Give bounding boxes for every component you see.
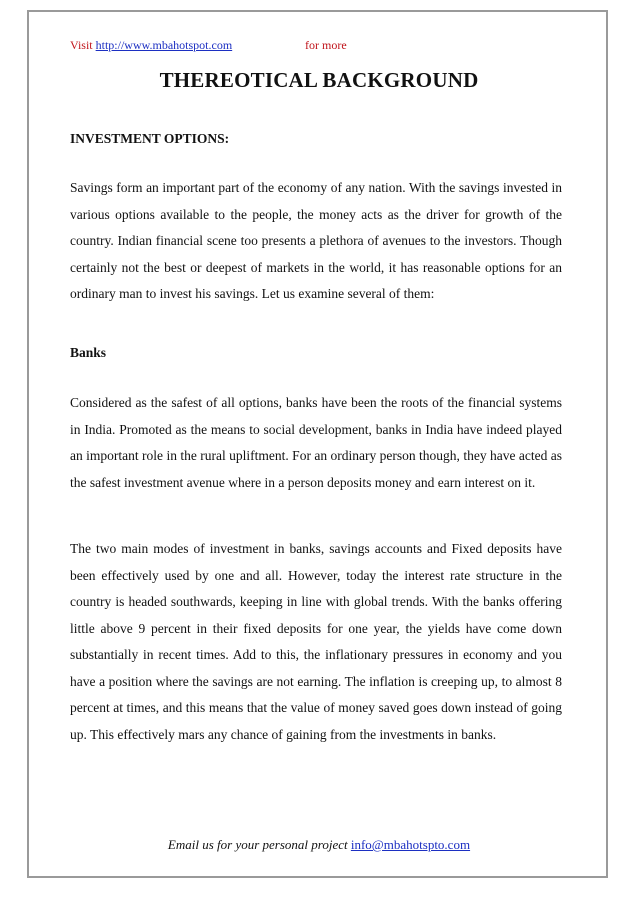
footer-email-link[interactable]: info@mbahotspto.com <box>350 837 471 852</box>
visit-label: Visit <box>70 38 93 52</box>
page-title: THEREOTICAL BACKGROUND <box>159 68 479 92</box>
footer-text: Email us for your personal project <box>167 837 348 852</box>
website-link[interactable]: http://www.mbahotspot.com <box>95 38 233 52</box>
investment-options-heading: INVESTMENT OPTIONS: <box>70 131 230 146</box>
banks-paragraph-1: Considered as the safest of all options, banks have been the roots of the financial systems in India. Promoted as the means to social development, banks in India have indeed played an important role in the rural upliftment. For an ordinary person though, they have acted as the safest investment avenue where in a person deposits money and earn interest on it. <box>70 395 562 490</box>
for-more-label: for more <box>305 38 347 52</box>
investment-options-paragraph: Savings form an important part of the economy of any nation. With the savings invested in various options available to the people, the money acts as the driver for growth of the country. Indian financial scene too presents a plethora of avenues to the investors. Though certainly not the best or deepest of markets in the world, it has reasonable options for an ordinary man to invest his savings. Let us examine several of them: <box>70 180 562 301</box>
footer <box>0 837 638 853</box>
banks-paragraph-2: The two main modes of investment in banks, savings accounts and Fixed deposits have been effectively used by one and all. However, today the interest rate structure in the country is headed southwards, keeping in line with global trends. With the banks offering little above 9 percent in their fixed deposits for one year, the yields have come down substantially in recent times. Add to this, the inflationary pressures in economy and you have a position where the savings are not earning. The inflation is creeping up, to almost 8 percent at times, and this means that the value of money saved goes down instead of going up. This effectively mars any chance of gaining from the investments in banks. <box>70 541 562 742</box>
banks-heading: Banks <box>70 345 107 360</box>
header-line <box>70 38 347 53</box>
